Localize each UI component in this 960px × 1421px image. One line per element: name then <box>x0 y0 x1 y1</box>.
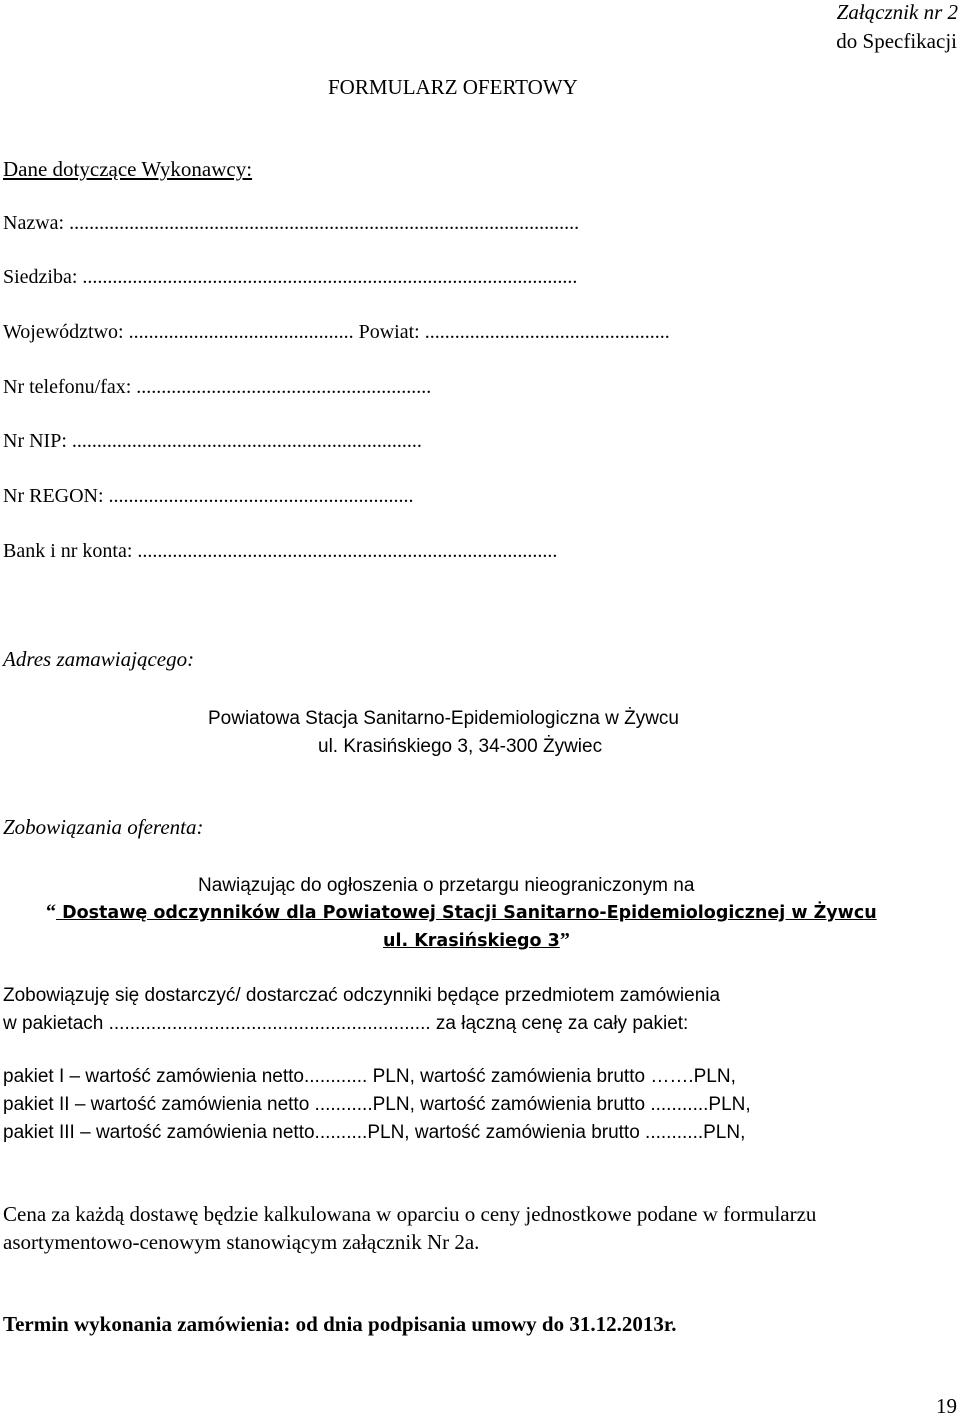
subject-text-1: Dostawę odczynników dla Powiatowej Stacji Sanitarno-Epidemiologicznej w Żywcu <box>56 903 877 923</box>
contractor-nip: Nr NIP: ...................................................................... <box>3 430 422 452</box>
contractor-name: Nazwa: ...................................................................................................... <box>3 212 580 234</box>
orderer-heading: Adres zamawiającego: <box>3 647 195 671</box>
subject-line2 <box>383 929 570 952</box>
pricing-line2: asortymentowo-cenowym stanowiącym załącznik Nr 2a. <box>3 1230 480 1254</box>
commit-line2: w pakietach ............................................................. za łączną cenę za cały pakiet: <box>3 1013 689 1034</box>
package-3: pakiet III – wartość zamówienia netto..........PLN, wartość zamówienia brutto ...........PLN, <box>3 1122 746 1143</box>
contractor-heading: Dane dotyczące Wykonawcy: <box>3 157 253 181</box>
specification-label: do Specfikacji <box>836 29 957 53</box>
package-2: pakiet II – wartość zamówienia netto ...........PLN, wartość zamówienia brutto ...........PLN, <box>3 1094 751 1115</box>
deadline: Termin wykonania zamówienia: od dnia podpisania umowy do 31.12.2013r. <box>3 1312 677 1336</box>
contractor-regon: Nr REGON: ............................................................. <box>3 485 414 507</box>
subject-line1 <box>46 901 877 924</box>
package-1: pakiet I – wartość zamówienia netto............ PLN, wartość zamówienia brutto …….PLN, <box>3 1066 736 1087</box>
subject-text-2: ul. Krasińskiego 3 <box>383 931 560 951</box>
contractor-province: Województwo: ............................................. Powiat: ................................................. <box>3 321 670 343</box>
attachment-label: Załącznik nr 2 <box>836 0 958 24</box>
orderer-line2: ul. Krasińskiego 3, 34-300 Żywiec <box>318 736 603 757</box>
contractor-phone: Nr telefonu/fax: ........................................................... <box>3 376 432 398</box>
obligations-heading: Zobowiązania oferenta: <box>3 815 204 839</box>
contractor-seat: Siedziba: ................................................................................................... <box>3 266 578 288</box>
contractor-bank: Bank i nr konta: .................................................................................... <box>3 540 558 562</box>
orderer-line1: Powiatowa Stacja Sanitarno-Epidemiologiczna w Żywcu <box>208 708 680 729</box>
obligations-intro: Nawiązując do ogłoszenia o przetargu nieograniczonym na <box>198 875 695 896</box>
quote-open: “ <box>46 901 56 923</box>
commit-line1: Zobowiązuję się dostarczyć/ dostarczać odczynniki będące przedmiotem zamówienia <box>3 985 721 1006</box>
page-number: 19 <box>936 1394 957 1418</box>
pricing-line1: Cena za każdą dostawę będzie kalkulowana w oparciu o ceny jednostkowe podane w formularzu <box>3 1202 817 1226</box>
form-title: FORMULARZ OFERTOWY <box>328 75 578 99</box>
quote-close: ” <box>559 929 570 951</box>
